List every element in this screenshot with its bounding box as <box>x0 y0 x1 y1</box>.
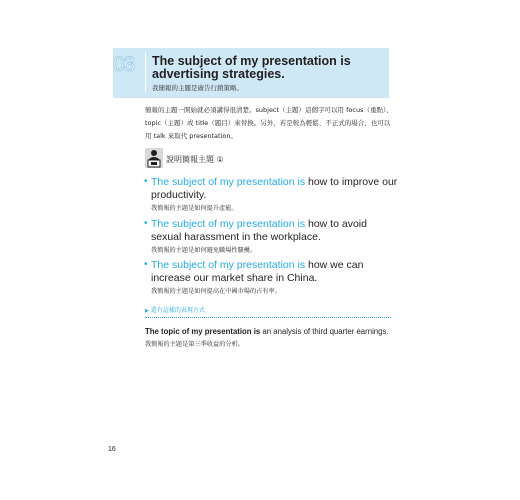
example-sentence <box>144 218 400 254</box>
bullet-dot-icon: • <box>144 218 148 229</box>
page-number: 16 <box>108 446 116 453</box>
section-marker: ① <box>216 155 224 164</box>
page-title: The subject of my presentation is advertising strategies. <box>152 54 351 81</box>
alternative-sentence <box>145 327 389 336</box>
intro-paragraph: 簡報的主題一開始就必須講得很清楚。subject（主題）這個字可以用 focus（重點）、topic（主題）或 title（題目）來替換。另外，若是較為輕鬆、不正式的場合，也可以用 talk 來取代 presentation。 <box>145 106 393 140</box>
example-highlight: The subject of my presentation is <box>151 259 306 271</box>
header-divider <box>145 52 146 92</box>
section-title: 說明簡報主題 ① <box>166 155 224 164</box>
arrow-right-icon: ▶ <box>145 308 149 314</box>
page-subtitle: 我簡報的主題是廣告行銷策略。 <box>152 84 243 92</box>
alternative-rest: an analysis of third quarter earnings. <box>260 327 389 336</box>
example-sentence <box>144 259 400 295</box>
alternative-expression-label: ▶ 還有這樣的表現方式 <box>145 305 391 318</box>
bullet-dot-icon: • <box>144 259 148 270</box>
bullet-dot-icon: • <box>144 176 148 187</box>
example-sentence <box>144 176 400 212</box>
example-translation: 我簡報的主題是如何提升產能。 <box>151 205 238 212</box>
example-rest: how we can increase our market share in China. <box>151 259 364 284</box>
example-rest: how to avoid sexual harassment in the workplace. <box>151 218 367 243</box>
example-highlight: The subject of my presentation is <box>151 218 306 230</box>
alternative-highlight: The topic of my presentation is <box>145 327 261 336</box>
example-highlight: The subject of my presentation is <box>151 176 306 188</box>
example-rest: how to improve our productivity. <box>151 176 398 201</box>
example-translation: 我簡報的主題是如何提高在中國市場的占有率。 <box>151 288 281 295</box>
unit-number: 03 <box>113 53 135 76</box>
alternative-translation: 我簡報的主題是第三季收益的分析。 <box>145 341 244 348</box>
speaker-at-podium-icon <box>145 148 163 168</box>
example-translation: 我簡報的主題是如何避免職場性騷擾。 <box>151 247 257 254</box>
